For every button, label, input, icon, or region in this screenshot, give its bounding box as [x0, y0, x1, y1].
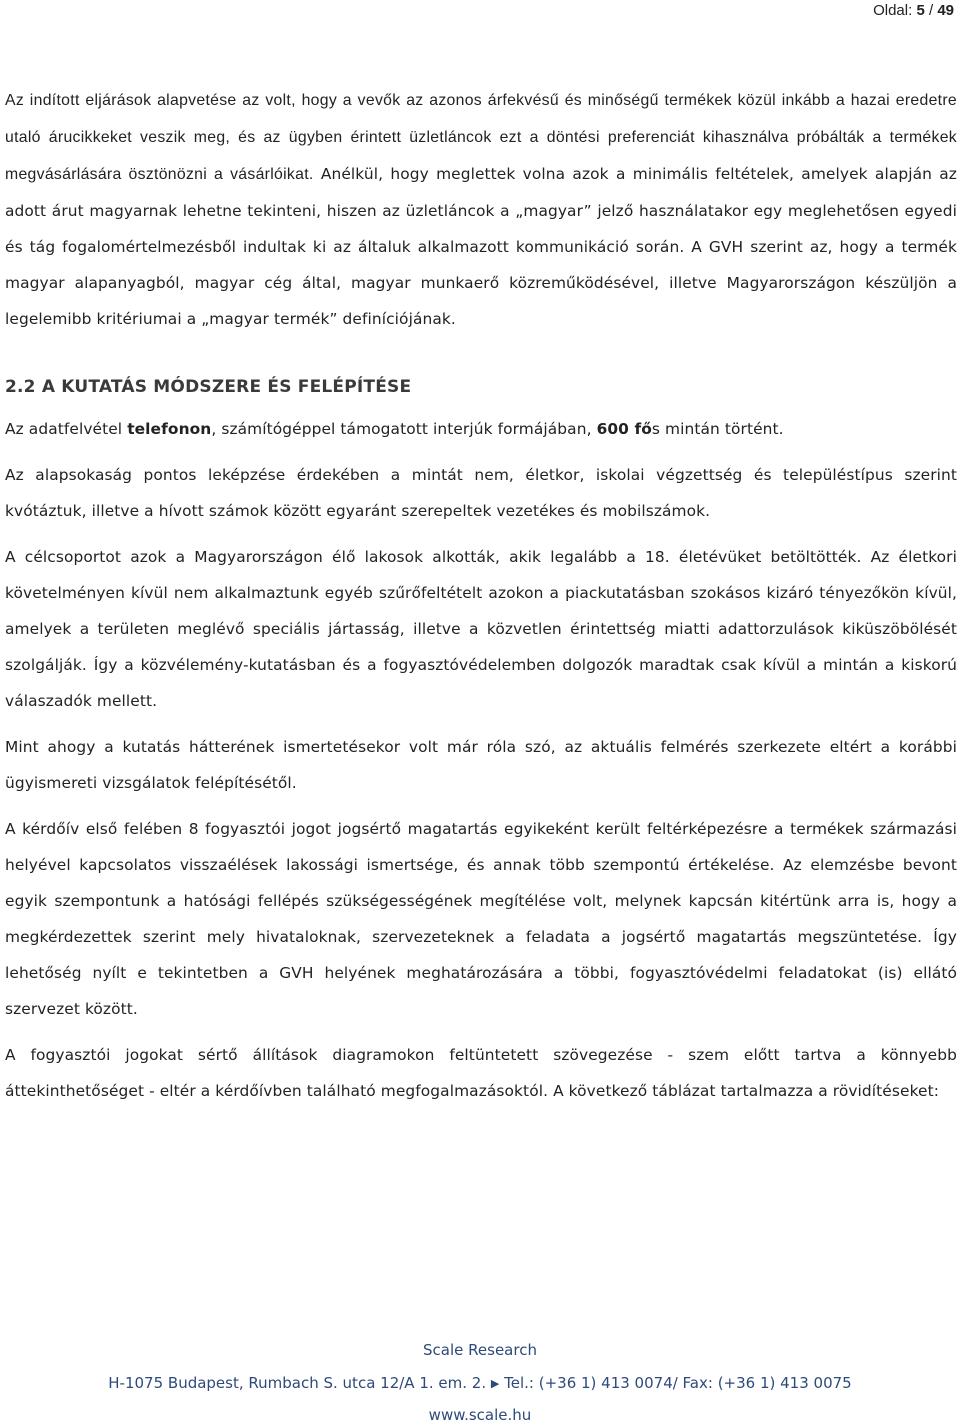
paragraph-structure: Mint ahogy a kutatás hátterének ismertetésekor volt már róla szó, az aktuális felmérés szerkezete eltért a korábbi ügyismereti vizsgálatok felépítésétől. — [5, 738, 957, 792]
paragraph-intro-first-sentence: Az indított eljárások alapvetése az volt, hogy a vevők az azonos árfekvésű és minőségű termékek közül inkább a hazai eredetre utaló árucikkeket veszik meg, és az ügyben érintett üzletláncok ezt a döntési preferenciát kihasználva próbálták a termékek megvásárlására ösztönözni a vásárlóikat. — [5, 92, 957, 183]
section-heading: 2.2 A KUTATÁS MÓDSZERE ÉS FELÉPÍTÉSE — [5, 377, 412, 397]
p2-mid: , számítógéppel támogatott interjúk formájában, — [211, 420, 597, 438]
paragraph-intro — [5, 82, 957, 337]
document-body — [5, 82, 957, 1109]
p2-post: s mintán történt. — [651, 420, 784, 438]
p2-bold-telefon: telefonon — [127, 420, 212, 438]
p2-bold-sample: 600 fő — [596, 420, 652, 438]
page-total: 49 — [937, 2, 954, 19]
arrow-right-icon: ▶ — [490, 1377, 500, 1390]
footer-address-phone: Tel.: (+36 1) 413 0074/ Fax: (+36 1) 413 0075 — [504, 1374, 852, 1392]
p2-pre: Az adatfelvétel — [5, 420, 128, 438]
paragraph-intro-rest: Anélkül, hogy meglettek volna azok a minimális feltételek, amelyek alapján az adott árut magyarnak lehetne tekinteni, hiszen az üzletláncok a „magyar” jelző használatakor egy meglehetősen egyedi és tág fogalomértelmezésből indultak ki az általuk alkalmazott kommunikáció során. A GVH szerint az, hogy a termék magyar alapanyagból, magyar cég által, magyar munkaerő közreműködésével, illetve Magyarországon készüljön a legelemibb kritériumai a „magyar termék” definíciójának. — [5, 165, 957, 328]
paragraph-data-collection — [5, 411, 957, 447]
paragraph-abbreviations: A fogyasztói jogokat sértő állítások diagramokon feltüntetett szövegezése - szem előtt tartva a könnyebb áttekinthetőséget - eltér a kérdőívben található megfogalmazásoktól. A következő táblázat tartalmazza a rövidítéseket: — [5, 1046, 957, 1100]
page-separator: / — [924, 2, 938, 19]
footer-address — [0, 1374, 960, 1392]
paragraph-quota: Az alapsokaság pontos leképzése érdekében a mintát nem, életkor, iskolai végzettség és településtípus szerint kvótáztuk, illetve a hívott számok között egyaránt szerepeltek vezetékes és mobilszámok. — [5, 466, 957, 520]
page-label: Oldal: — [873, 2, 917, 19]
page-number — [873, 2, 954, 19]
paragraph-questionnaire: A kérdőív első felében 8 fogyasztói jogot jogsértő magatartás egyikeként került feltérképezésre a termékek származási helyével kapcsolatos visszaélések lakossági ismertsége, és annak több szempontú értékelése. Az elemzésbe bevont egyik szempontunk a hatósági fellépés szükségességének megítélése volt, melynek kapcsán kitértünk arra is, hogy a megkérdezettek szerint mely hivataloknak, szervezeteknek a feladata a jogsértő magatartás megszüntetése. Így lehetőség nyílt e tekintetben a GVH helyének meghatározására a többi, fogyasztóvédelmi feladatokat (is) ellátó szervezet között. — [5, 820, 957, 1018]
page-current: 5 — [916, 2, 925, 19]
footer-company: Scale Research — [423, 1341, 537, 1359]
footer-website-link[interactable]: www.scale.hu — [428, 1406, 532, 1424]
footer-address-street: H-1075 Budapest, Rumbach S. utca 12/A 1. em. 2. — [108, 1374, 487, 1392]
paragraph-target-group: A célcsoportot azok a Magyarországon élő lakosok alkották, akik legalább a 18. életévüket betöltötték. Az életkori követelményen kívül nem alkalmaztunk egyéb szűrőfeltételt azokon a piackutatásban szokásos kizáró tényezőkön kívül, amelyek a területen meglévő speciális jártasság, illetve a közvetlen érintettség miatti adattorzulások kiküszöbölését szolgálják. Így a közvélemény-kutatásban és a fogyasztóvédelemben dolgozók maradtak csak kívül a mintán a kiskorú válaszadók mellett. — [5, 548, 957, 710]
